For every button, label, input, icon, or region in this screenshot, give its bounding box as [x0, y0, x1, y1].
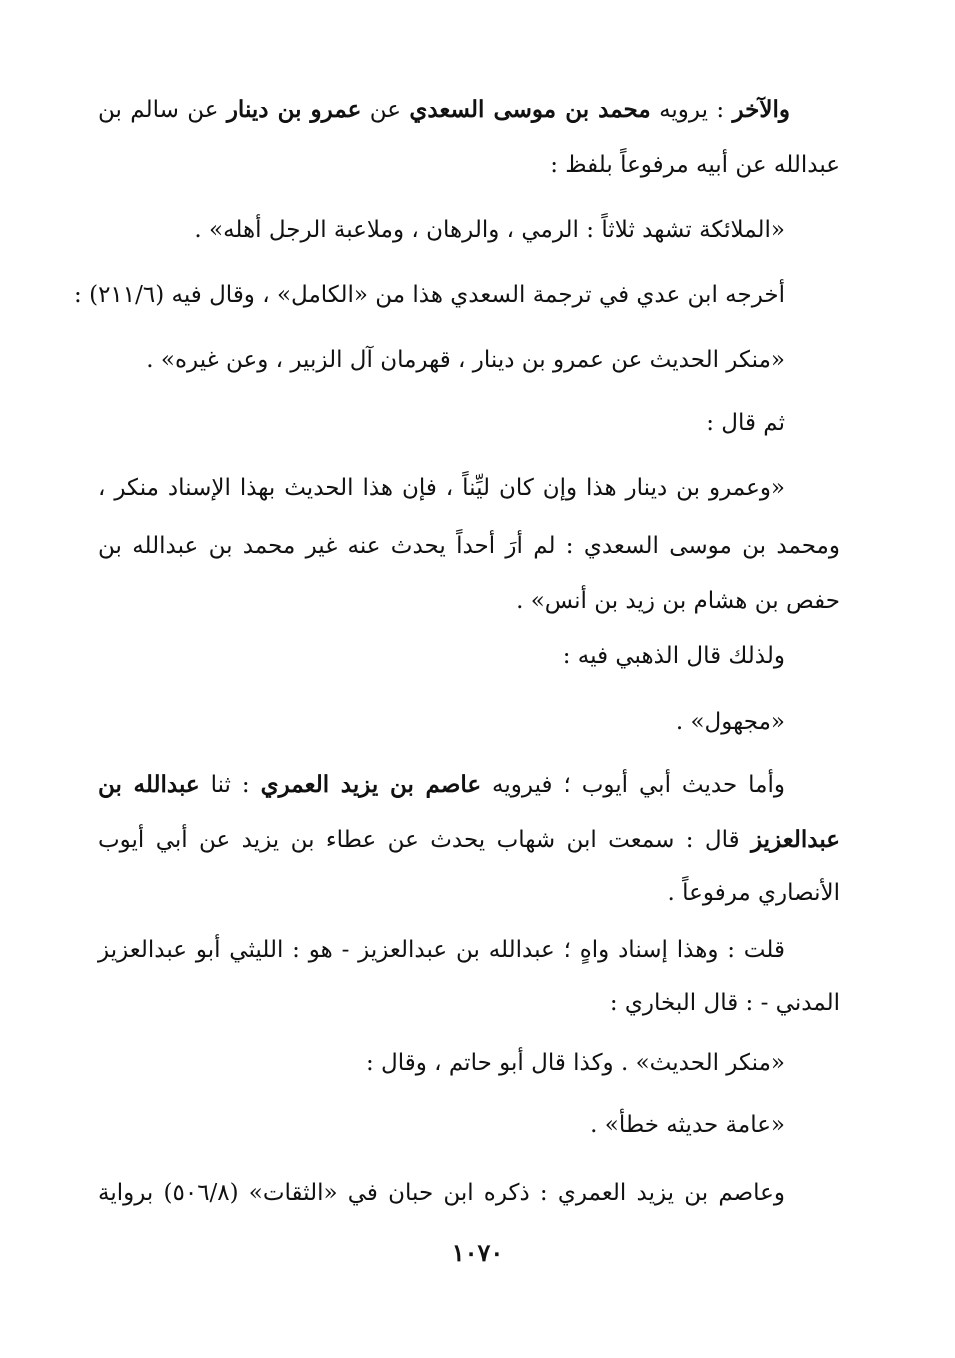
quote-line: ومحمد بن موسى السعدي : لم أرَ أحداً يحدث عنه غير محمد بن عبدالله بن — [98, 533, 840, 559]
text-line — [98, 822, 840, 862]
text-line: ثم قال : — [706, 410, 785, 436]
text-line: وعاصم بن يزيد العمري : ذكره ابن حبان في «الثقات» (٥٠٦/٨) برواية — [98, 1180, 786, 1206]
quote-line: حفص بن هشام بن زيد بن أنس» . — [516, 588, 840, 614]
bold-term: والآخر — [732, 96, 790, 123]
page-number: ١٠٧٠ — [451, 1238, 504, 1267]
text-run: وأما حديث أبي أيوب ؛ فيرويه — [481, 772, 785, 798]
bold-term: عبدالله بن — [98, 771, 200, 798]
bold-term: عاصم بن يزيد العمري — [260, 771, 482, 798]
quote-line: «مجهول» . — [675, 709, 785, 735]
quote-line: «وعمرو بن دينار هذا وإن كان ليِّناً ، فإن هذا الحديث بهذا الإسناد منكر ، — [98, 475, 785, 501]
quote-line: «منكر الحديث عن عمرو بن دينار ، قهرمان آل الزبير ، وعن غيره» . — [146, 347, 785, 373]
text-line: عبدالله عن أبيه مرفوعاً بلفظ : — [550, 152, 840, 178]
bold-term: عبدالعزيز — [750, 826, 840, 853]
text-line — [98, 767, 840, 807]
text-line: المدني - : قال البخاري : — [609, 990, 840, 1016]
quote-line: «الملائكة تشهد ثلاثاً : الرمي ، والرهان ، وملاعبة الرجل أهله» . — [194, 217, 785, 243]
text-run: : ثنا — [199, 772, 261, 798]
quote-line: «منكر الحديث» . وكذا قال أبو حاتم ، وقال : — [365, 1050, 785, 1076]
text-line: قلت : وهذا إسناد واهٍ ؛ عبدالله بن عبدالعزيز - هو : الليثي أبو عبدالعزيز — [98, 937, 785, 963]
text-line: الأنصاري مرفوعاً . — [667, 880, 840, 906]
text-line: أخرجه ابن عدي في ترجمة السعدي هذا من «الكامل» ، وقال فيه (٢١١/٦) : — [74, 282, 785, 308]
bold-term: محمد بن موسى السعدي — [409, 96, 651, 123]
text-run: عن سالم بن — [98, 97, 227, 123]
text-run: قال : سمعت ابن شهاب يحدث عن عطاء بن يزيد عن أبي أيوب — [98, 827, 751, 853]
text-line — [98, 92, 840, 132]
quote-line: «عامة حديثه خطأ» . — [590, 1112, 785, 1138]
text-run: عن — [361, 97, 410, 123]
text-run: : يرويه — [650, 97, 733, 123]
text-line: ولذلك قال الذهبي فيه : — [562, 643, 785, 669]
bold-term: عمرو بن دينار — [226, 96, 362, 123]
